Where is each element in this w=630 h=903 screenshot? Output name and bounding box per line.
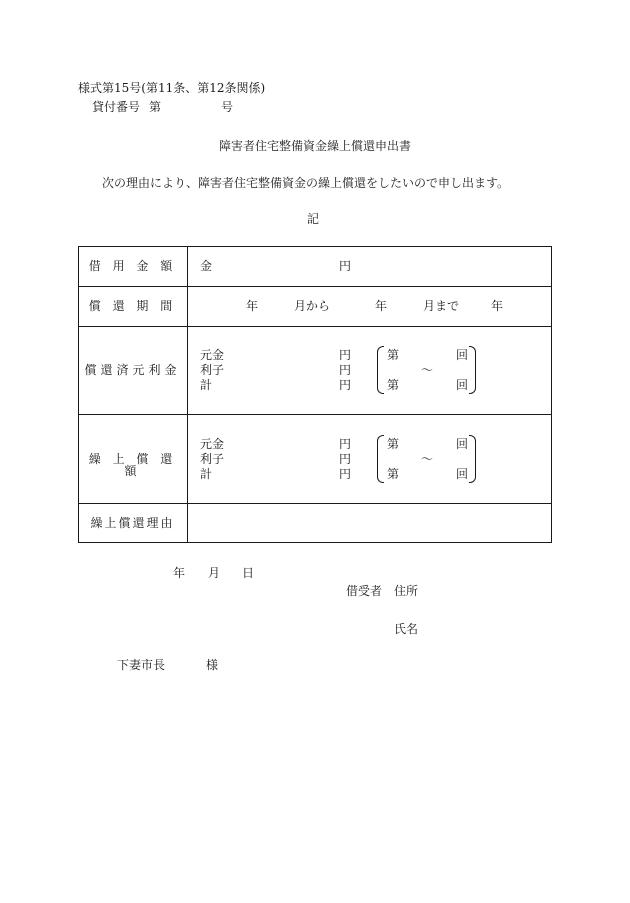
installment-to-dai: 第 (387, 378, 400, 392)
addressee-honorific: 様 (206, 658, 219, 672)
date-day: 日 (242, 566, 255, 580)
total-yen: 円 (339, 378, 352, 392)
installment-to-dai: 第 (387, 467, 400, 481)
early-repayment-amount-label: 繰 上 償 還 額 (88, 452, 177, 478)
interest-yen: 円 (339, 452, 352, 466)
installment-from-dai: 第 (387, 348, 400, 362)
right-bracket (469, 435, 476, 483)
installment-from-kai: 回 (456, 348, 469, 362)
loan-number-label: 貸付番号 (92, 100, 141, 114)
early-repayment-reason-label: 繰上償還理由 (90, 516, 175, 530)
period-month-from: 月から (294, 299, 331, 313)
table-row-divider (78, 503, 552, 504)
date-month: 月 (208, 566, 221, 580)
principal-item: 元金 (200, 348, 225, 362)
interest-item: 利子 (200, 452, 225, 466)
range-tilde: ～ (421, 452, 434, 466)
interest-item: 利子 (200, 363, 225, 377)
period-year-3: 年 (491, 299, 504, 313)
repayment-table (78, 246, 552, 543)
loan-number-dai: 第 (149, 100, 162, 114)
installment-from-kai: 回 (456, 437, 469, 451)
intro-text: 次の理由により、障害者住宅整備資金の繰上償還をしたいので申し出ます。 (102, 176, 510, 190)
form-number: 様式第15号(第11条、第12条関係) (78, 81, 266, 95)
installment-from-dai: 第 (387, 437, 400, 451)
right-bracket (469, 346, 476, 394)
repaid-principal-interest-label: 償還済元利金 (84, 363, 181, 377)
ki-heading: 記 (307, 212, 320, 226)
table-row-divider (78, 414, 552, 415)
borrower-name-label: 氏名 (394, 622, 419, 636)
loan-number-go: 号 (221, 100, 234, 114)
left-bracket (377, 346, 384, 394)
total-yen: 円 (339, 467, 352, 481)
table-row-divider (78, 326, 552, 327)
principal-yen: 円 (339, 437, 352, 451)
period-year-1: 年 (246, 299, 259, 313)
installment-to-kai: 回 (456, 467, 469, 481)
installment-to-kai: 回 (456, 378, 469, 392)
date-year: 年 (173, 566, 186, 580)
borrowed-amount-label: 借 用 金 額 (88, 259, 177, 273)
document-title: 障害者住宅整備資金繰上償還申出書 (218, 139, 411, 153)
total-item: 計 (200, 378, 213, 392)
repayment-period-label: 償 還 期 間 (88, 299, 177, 313)
borrower-label: 借受者 (346, 584, 383, 598)
left-bracket (377, 435, 384, 483)
principal-yen: 円 (339, 348, 352, 362)
borrower-address-label: 住所 (394, 584, 419, 598)
total-item: 計 (200, 467, 213, 481)
interest-yen: 円 (339, 363, 352, 377)
borrowed-amount-kin: 金 (200, 259, 213, 273)
table-row-divider (78, 286, 552, 287)
period-year-2: 年 (375, 299, 388, 313)
addressee-mayor: 下妻市長 (117, 658, 166, 672)
period-month-until: 月まで (423, 299, 460, 313)
borrowed-amount-yen: 円 (339, 259, 352, 273)
range-tilde: ～ (421, 363, 434, 377)
principal-item: 元金 (200, 437, 225, 451)
table-column-divider (187, 246, 188, 543)
